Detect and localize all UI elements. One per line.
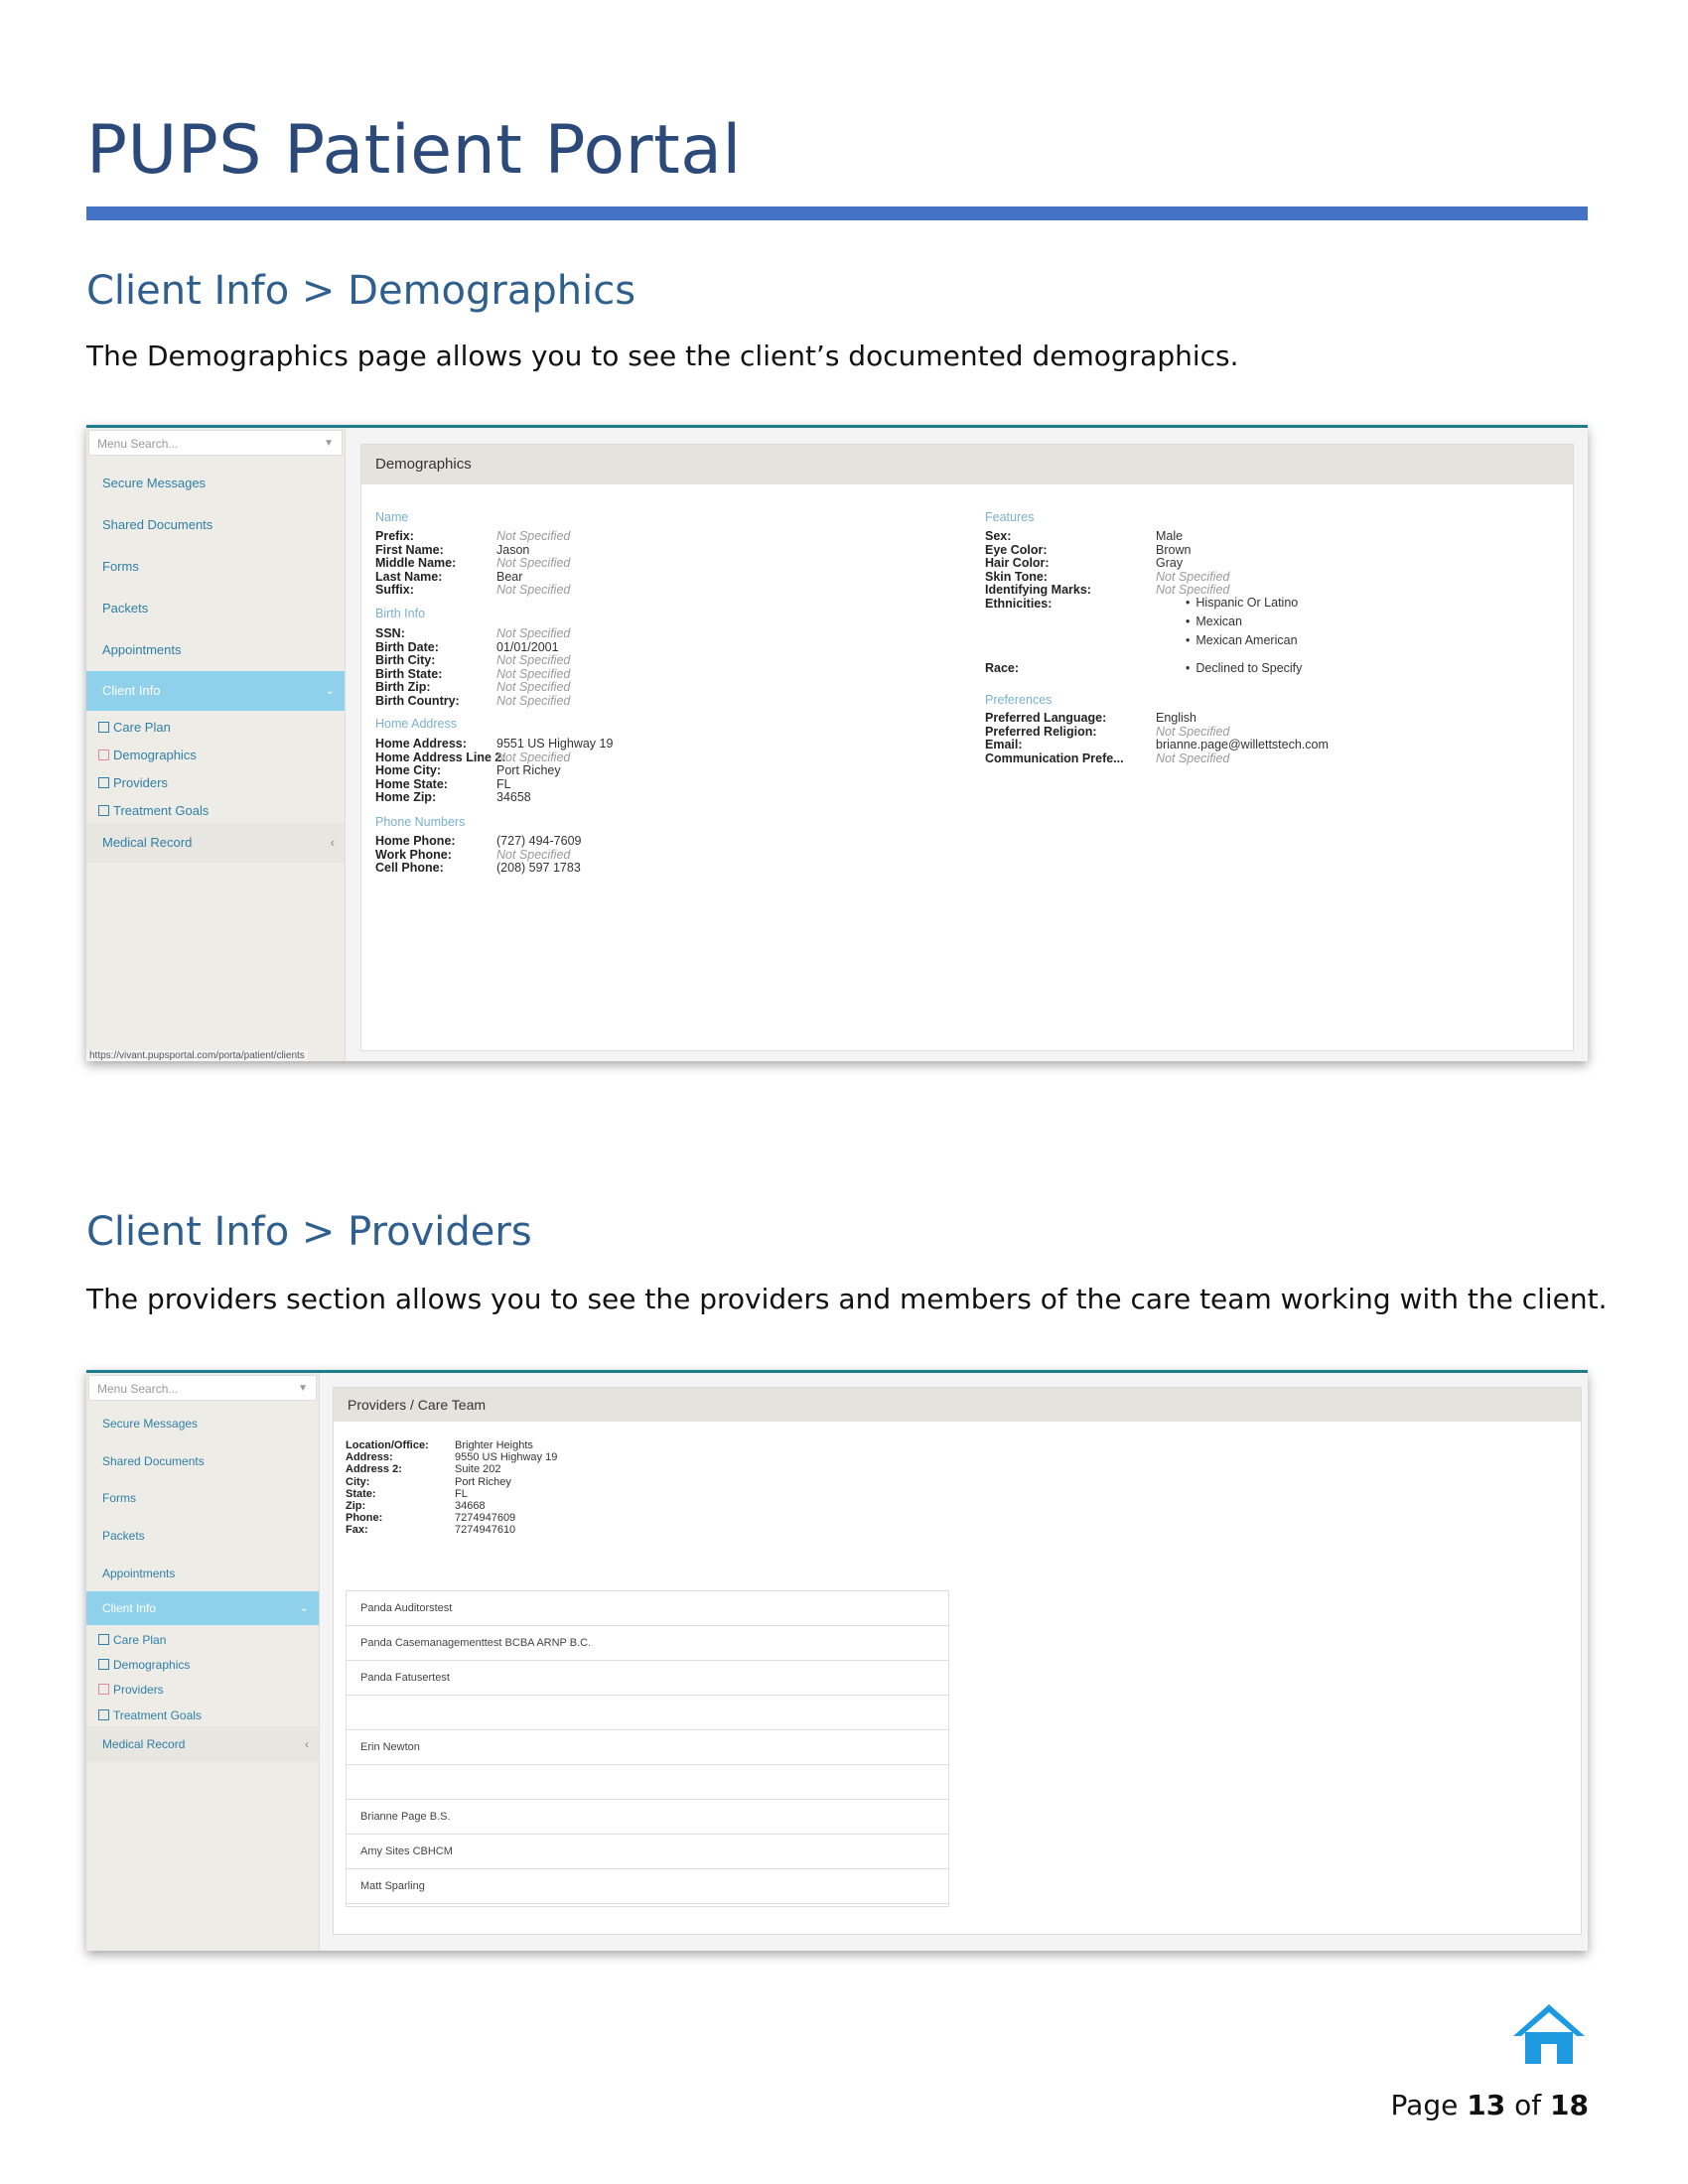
nav-appointments[interactable]: Appointments	[102, 642, 182, 657]
field-value: Male	[1156, 529, 1184, 543]
nav-appointments[interactable]: Appointments	[102, 1567, 176, 1580]
section-text-providers: The providers section allows you to see the providers and members of the care team working with the client.	[86, 1283, 1608, 1315]
caret-down-icon: ▼	[324, 438, 334, 449]
field-label: Home Phone:	[375, 834, 456, 848]
chevron-left-icon: ‹	[305, 1737, 309, 1751]
field-value: brianne.page@willettstech.com	[1156, 738, 1329, 752]
field-label: Address:	[346, 1451, 393, 1464]
title-rule	[86, 206, 1588, 220]
field-value: (208) 597 1783	[496, 861, 581, 876]
section-label-home: Home Address	[375, 717, 457, 731]
field-value: Not Specified	[496, 583, 571, 598]
nav-demographics[interactable]: Demographics	[98, 748, 197, 762]
menu-search-input[interactable]: Menu Search... ▼	[88, 430, 343, 456]
field-value: Not Specified	[496, 847, 571, 862]
field-value: Not Specified	[496, 653, 571, 668]
care-team-row	[347, 1765, 948, 1800]
field-value: Not Specified	[496, 680, 571, 695]
field-value: 9551 US Highway 19	[496, 737, 614, 751]
care-team-row: Panda Casemanagementtest BCBA ARNP B.C.	[347, 1626, 948, 1661]
field-label: Cell Phone:	[375, 861, 444, 876]
panel-title: Demographics	[361, 445, 1573, 484]
field-label: Home Address:	[375, 737, 467, 751]
field-label: Home Address Line 2:	[375, 750, 506, 764]
field-label: SSN:	[375, 626, 405, 640]
care-team-row: Panda Fatusertest	[347, 1661, 948, 1696]
nav-providers[interactable]: Providers	[98, 775, 168, 790]
field-label: Hair Color:	[985, 556, 1050, 571]
field-value: (727) 494-7609	[496, 834, 582, 848]
field-value: Not Specified	[1156, 724, 1230, 739]
nav-treatment-goals[interactable]: Treatment Goals	[98, 803, 209, 818]
field-value: Not Specified	[496, 529, 571, 543]
chevron-down-icon: ⌄	[299, 1602, 309, 1614]
care-team-row	[347, 1696, 948, 1730]
demographics-panel	[360, 444, 1574, 1051]
field-value: Not Specified	[496, 694, 571, 708]
ethnicity-item: • Hispanic Or Latino	[1186, 596, 1298, 610]
nav-medical-record[interactable]: Medical Record ‹	[86, 823, 345, 863]
field-label: Email:	[985, 738, 1023, 752]
nav-packets[interactable]: Packets	[102, 1529, 145, 1543]
field-label: Race:	[985, 661, 1020, 675]
field-label: Home Zip:	[375, 790, 437, 805]
care-team-row: Panda Auditorstest	[347, 1591, 948, 1626]
page-number: Page 13 of 18	[1390, 2089, 1589, 2121]
field-label: Fax:	[346, 1524, 368, 1537]
race-value: • Declined to Specify	[1186, 661, 1302, 675]
field-label: Suffix:	[375, 583, 414, 598]
nav-shared-documents[interactable]: Shared Documents	[102, 517, 213, 532]
care-team-table	[346, 1590, 949, 1907]
care-team-row: Matt Sparling	[347, 1869, 948, 1904]
checkbox-icon	[98, 1634, 109, 1645]
field-value: 7274947609	[455, 1512, 516, 1525]
field-value: 01/01/2001	[496, 639, 559, 654]
checkbox-icon	[98, 805, 109, 816]
nav-medical-record[interactable]: Medical Record ‹	[86, 1726, 319, 1762]
menu-search-input[interactable]: Menu Search... ▼	[88, 1375, 317, 1401]
field-value: FL	[496, 776, 511, 791]
field-value: Suite 202	[455, 1463, 501, 1476]
field-label: Birth Country:	[375, 694, 460, 708]
section-label-name: Name	[375, 510, 409, 524]
sidebar	[86, 428, 346, 1061]
document-title: PUPS Patient Portal	[86, 111, 742, 190]
nav-client-info[interactable]: Client Info ⌄	[86, 671, 345, 711]
nav-demographics[interactable]: Demographics	[98, 1658, 190, 1672]
field-value: Jason	[496, 542, 530, 557]
field-value: FL	[455, 1487, 468, 1500]
field-label: State:	[346, 1487, 376, 1500]
nav-packets[interactable]: Packets	[102, 601, 149, 615]
home-icon[interactable]	[1511, 2000, 1587, 2066]
field-value: Gray	[1156, 556, 1184, 571]
section-label-phone: Phone Numbers	[375, 815, 466, 829]
section-label-features: Features	[985, 510, 1035, 524]
checkbox-icon	[98, 1684, 109, 1695]
nav-care-plan[interactable]: Care Plan	[98, 1633, 166, 1647]
section-label-preferences: Preferences	[985, 693, 1053, 707]
nav-forms[interactable]: Forms	[102, 559, 139, 574]
nav-treatment-goals[interactable]: Treatment Goals	[98, 1708, 202, 1722]
checkbox-icon	[98, 750, 109, 760]
field-value: Brighter Heights	[455, 1439, 533, 1451]
field-label: Location/Office:	[346, 1439, 429, 1451]
field-label: Preferred Religion:	[985, 724, 1097, 739]
field-value: 34668	[455, 1500, 486, 1512]
sidebar	[86, 1373, 320, 1951]
field-label: Middle Name:	[375, 556, 457, 571]
care-team-row: Brianne Page B.S.	[347, 1800, 948, 1835]
checkbox-icon	[98, 1709, 109, 1720]
ethnicity-item: • Mexican	[1186, 614, 1242, 628]
field-value: 9550 US Highway 19	[455, 1451, 558, 1464]
field-label: Identifying Marks:	[985, 583, 1091, 598]
field-label: First Name:	[375, 542, 444, 557]
field-value: Not Specified	[496, 626, 571, 640]
field-value: 7274947610	[455, 1524, 516, 1537]
field-value: Not Specified	[496, 750, 571, 764]
nav-providers[interactable]: Providers	[98, 1683, 164, 1697]
status-url: https://vivant.pupsportal.com/porta/patient/clients	[86, 1050, 308, 1061]
caret-down-icon: ▼	[298, 1383, 308, 1394]
field-label: Home City:	[375, 763, 441, 778]
field-label: Prefix:	[375, 529, 414, 543]
field-value: Not Specified	[1156, 569, 1230, 584]
field-value: Port Richey	[496, 763, 561, 778]
ethnicity-item: • Mexican American	[1186, 633, 1298, 647]
checkbox-icon	[98, 777, 109, 788]
field-label: Birth State:	[375, 666, 443, 681]
field-label: Zip:	[346, 1500, 366, 1512]
nav-secure-messages[interactable]: Secure Messages	[102, 1417, 199, 1431]
field-label: Birth Date:	[375, 639, 439, 654]
field-label: Work Phone:	[375, 847, 452, 862]
field-label: Last Name:	[375, 569, 443, 584]
care-team-row: Amy Sites CBHCM	[347, 1835, 948, 1869]
field-value: Bear	[496, 569, 523, 584]
nav-client-info[interactable]: Client Info ⌄	[86, 1591, 319, 1625]
section-text-demographics: The Demographics page allows you to see the client’s documented demographics.	[86, 340, 1239, 372]
section-heading-demographics: Client Info > Demographics	[86, 268, 636, 314]
demographics-screenshot	[86, 425, 1588, 1061]
field-value: Not Specified	[1156, 751, 1230, 765]
providers-panel	[333, 1387, 1582, 1935]
field-value: Port Richey	[455, 1475, 511, 1488]
field-label: Address 2:	[346, 1463, 402, 1476]
field-value: 34658	[496, 790, 531, 805]
panel-title: Providers / Care Team	[334, 1388, 1581, 1422]
field-label: Birth City:	[375, 653, 436, 668]
field-label: Sex:	[985, 529, 1012, 543]
field-label: Birth Zip:	[375, 680, 431, 695]
field-label: Skin Tone:	[985, 569, 1048, 584]
field-label: Home State:	[375, 776, 448, 791]
nav-care-plan[interactable]: Care Plan	[98, 720, 171, 735]
chevron-down-icon: ⌄	[325, 685, 335, 697]
field-value: Not Specified	[496, 556, 571, 571]
care-team-row: Erin Newton	[347, 1730, 948, 1765]
nav-secure-messages[interactable]: Secure Messages	[102, 476, 207, 490]
field-label: Preferred Language:	[985, 711, 1107, 725]
nav-shared-documents[interactable]: Shared Documents	[102, 1454, 205, 1468]
field-label: Phone:	[346, 1512, 383, 1525]
field-value: Not Specified	[496, 666, 571, 681]
field-label: Ethnicities:	[985, 597, 1053, 611]
field-label: City:	[346, 1475, 370, 1488]
section-label-birth: Birth Info	[375, 607, 426, 620]
field-value: Not Specified	[1156, 583, 1230, 598]
field-value: English	[1156, 711, 1196, 725]
field-label: Eye Color:	[985, 542, 1048, 557]
nav-forms[interactable]: Forms	[102, 1491, 136, 1505]
checkbox-icon	[98, 1659, 109, 1670]
checkbox-icon	[98, 722, 109, 733]
field-label: Communication Prefe...	[985, 751, 1124, 765]
field-value: Brown	[1156, 542, 1192, 557]
section-heading-providers: Client Info > Providers	[86, 1209, 532, 1255]
providers-screenshot	[86, 1370, 1588, 1951]
chevron-left-icon: ‹	[330, 835, 335, 850]
